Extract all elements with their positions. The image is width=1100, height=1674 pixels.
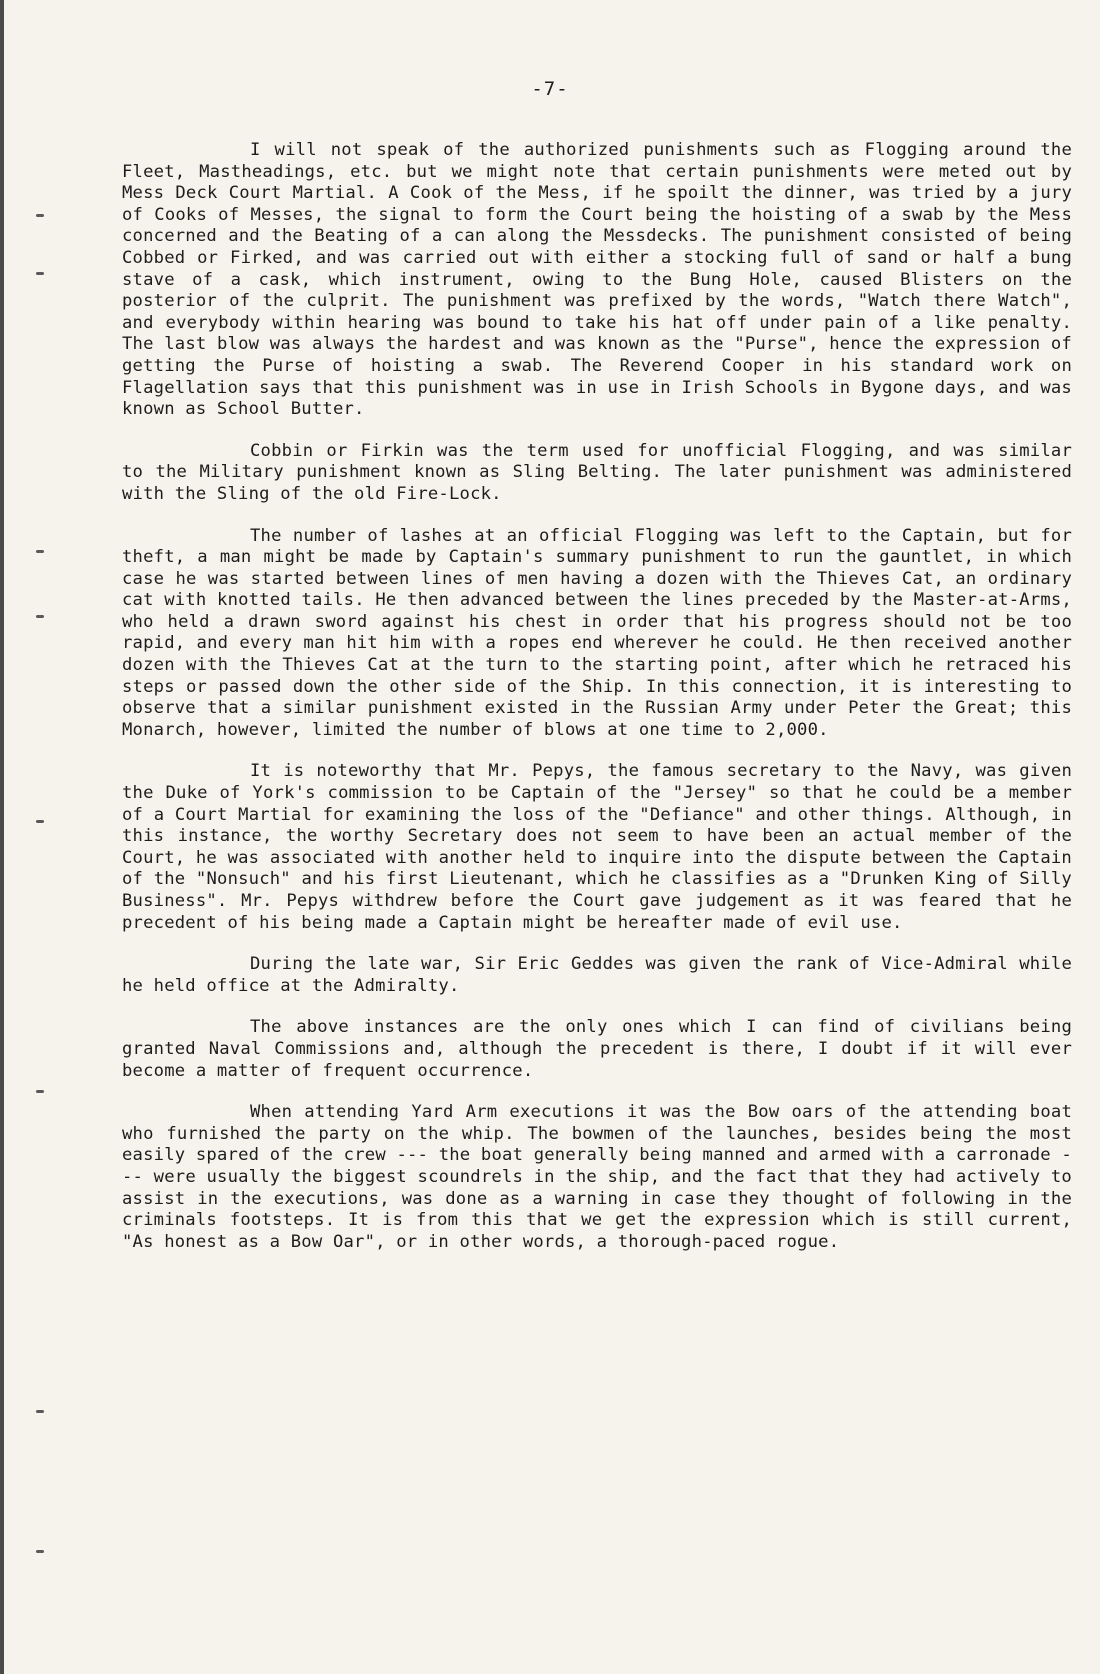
- paragraph-bow-oars: When attending Yard Arm executions it was the Bow oars of the attending boat who furnished the party on the whip. The bowmen of the launches, besides being the most easily spared of the crew --- the boat generally being manned and armed with a carronade --- were usually the biggest scoundrels in the ship, and the fact that they had actively to assist in the executions, was done as a warning in case they thought of following in the criminals footsteps. It is from this that we get the expression which is still current, "As honest as a Bow Oar", or in other words, a thorough-paced rogue.: [122, 1102, 1072, 1252]
- paragraph-eric-geddes: During the late war, Sir Eric Geddes was given the rank of Vice-Admiral while he held office at the Admiralty.: [122, 954, 1072, 996]
- punch-mark: [36, 820, 44, 823]
- punch-mark: [36, 1550, 44, 1553]
- page-number: -7-: [531, 78, 569, 100]
- punch-mark: [36, 214, 44, 217]
- paragraph-cobbin-or-firkin: Cobbin or Firkin was the term used for unofficial Flogging, and was similar to the Military punishment known as Sling Belting. The later punishment was administered with the Sling of the old Fire-Lock.: [122, 440, 1072, 504]
- punch-mark: [36, 615, 44, 618]
- paragraph-running-the-gauntlet: The number of lashes at an official Flogging was left to the Captain, but for theft, a man might be made by Captain's summary punishment to run the gauntlet, in which case he was started between lines of men having a dozen with the Thieves Cat, an ordinary cat with knotted tails. He then advanced between the lines preceded by the Master-at-Arms, who held a drawn sword against his chest in order that his progress should not be too rapid, and every man hit him with a ropes end wherever he could. He then received another dozen with the Thieves Cat at the turn to the starting point, after which he retraced his steps or passed down the other side of the Ship. In this connection, it is interesting to observe that a similar punishment existed in the Russian Army under Peter the Great; this Monarch, however, limited the number of blows at one time to 2,000.: [122, 525, 1072, 740]
- punch-mark: [36, 272, 44, 275]
- document-body: [122, 140, 1072, 1273]
- punch-mark: [36, 550, 44, 553]
- page-left-edge: [0, 0, 4, 1674]
- paragraph-mess-deck-court-martial: I will not speak of the authorized punishments such as Flogging around the Fleet, Mastheadings, etc. but we might note that certain punishments were meted out by Mess Deck Court Martial. A Cook of the Mess, if he spoilt the dinner, was tried by a jury of Cooks of Messes, the signal to form the Court being the hoisting of a swab by the Mess concerned and the Beating of a can along the Messdecks. The punishment consisted of being Cobbed or Firked, and was carried out with either a stocking full of sand or half a bung stave of a cask, which instrument, owing to the Bung Hole, caused Blisters on the posterior of the culprit. The punishment was prefixed by the words, "Watch there Watch", and everybody within hearing was bound to take his hat off under pain of a like penalty. The last blow was always the hardest and was known as the "Purse", hence the expression of getting the Purse of hoisting a swab. The Reverend Cooper in his standard work on Flagellation says that this punishment was in use in Irish Schools in Bygone days, and was known as School Butter.: [122, 140, 1072, 420]
- paragraph-civilian-commissions: The above instances are the only ones which I can find of civilians being granted Naval Commissions and, although the precedent is there, I doubt if it will ever become a matter of frequent occurrence.: [122, 1017, 1072, 1081]
- paragraph-mr-pepys: It is noteworthy that Mr. Pepys, the famous secretary to the Navy, was given the Duke of York's commission to be Captain of the "Jersey" so that he could be a member of a Court Martial for examining the loss of the "Defiance" and other things. Although, in this instance, the worthy Secretary does not seem to have been an actual member of the Court, he was associated with another held to inquire into the dispute between the Captain of the "Nonsuch" and his first Lieutenant, which he classifies as a "Drunken King of Silly Business". Mr. Pepys withdrew before the Court gave judgement as it was feared that he precedent of his being made a Captain might be hereafter made of evil use.: [122, 761, 1072, 933]
- punch-mark: [36, 1410, 44, 1413]
- punch-mark: [36, 1090, 44, 1093]
